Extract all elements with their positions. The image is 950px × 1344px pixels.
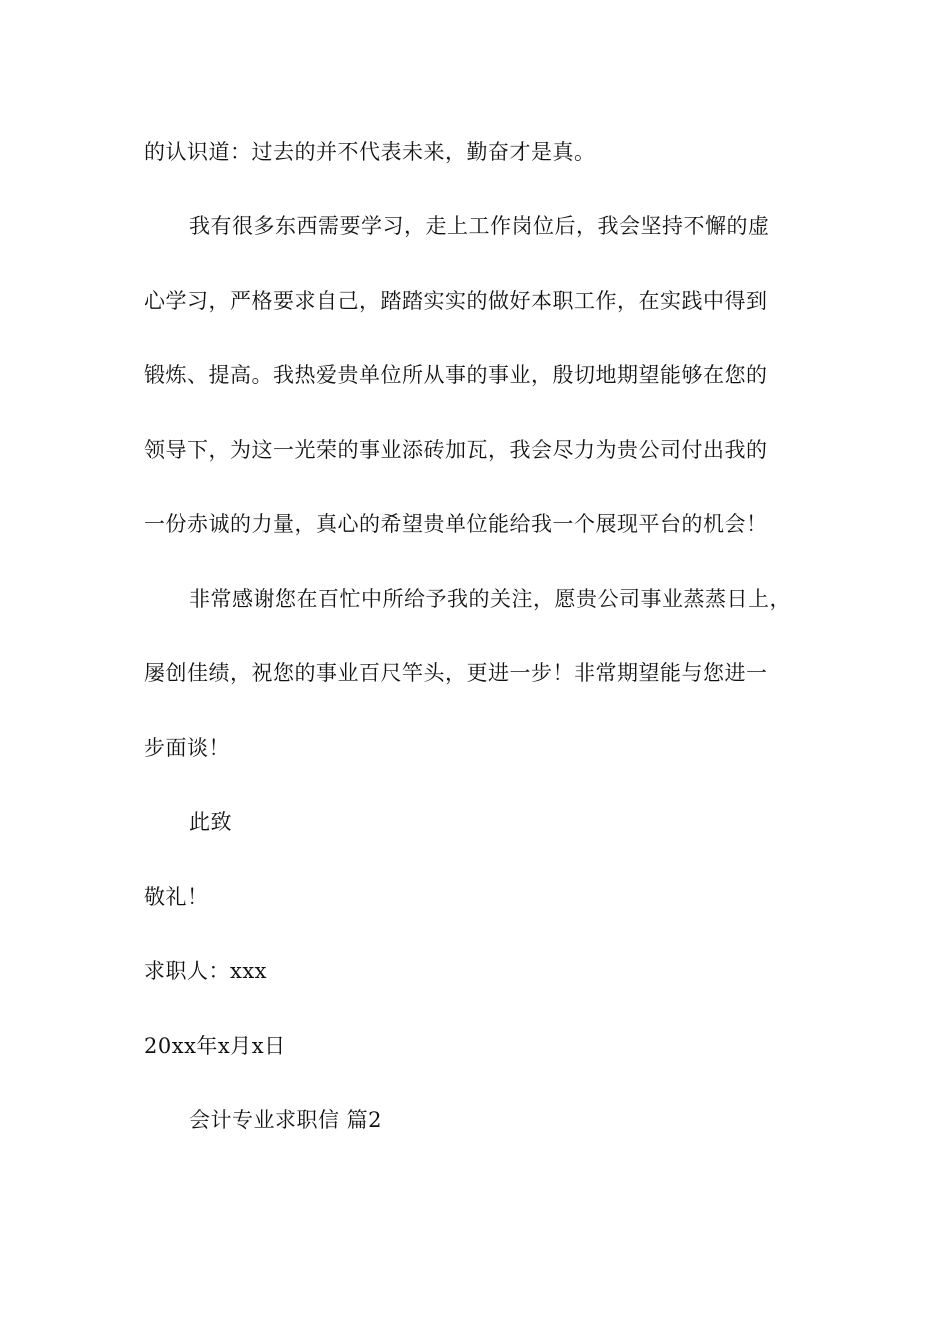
closing-regards: 敬礼！ — [144, 885, 209, 909]
paragraph-1-line-1: 的认识道：过去的并不代表未来，勤奋才是真。 — [144, 140, 596, 164]
applicant-signature: 求职人：xxx — [144, 959, 268, 983]
paragraph-2-line-4: 领导下，为这一光荣的事业添砖加瓦，我会尽力为贵公司付出我的 — [144, 438, 768, 462]
paragraph-3-line-3: 步面谈！ — [144, 736, 230, 760]
paragraph-3-line-1: 非常感谢您在百忙中所给予我的关注，愿贵公司事业蒸蒸日上， — [189, 587, 791, 611]
section-heading: 会计专业求职信 篇2 — [189, 1108, 383, 1132]
paragraph-2-line-1: 我有很多东西需要学习，走上工作岗位后，我会坚持不懈的虚 — [189, 214, 770, 238]
paragraph-2-line-3: 锻炼、提高。我热爱贵单位所从事的事业，殷切地期望能够在您的 — [144, 363, 768, 387]
paragraph-2-line-5: 一份赤诚的力量，真心的希望贵单位能给我一个展现平台的机会！ — [144, 512, 768, 536]
closing-salutation: 此致 — [189, 810, 232, 834]
paragraph-2-line-2: 心学习，严格要求自己，踏踏实实的做好本职工作，在实践中得到 — [144, 289, 768, 313]
letter-date: 20xx年x月x日 — [144, 1034, 286, 1058]
paragraph-3-line-2: 屡创佳绩，祝您的事业百尺竿头，更进一步！非常期望能与您进一 — [144, 661, 768, 685]
